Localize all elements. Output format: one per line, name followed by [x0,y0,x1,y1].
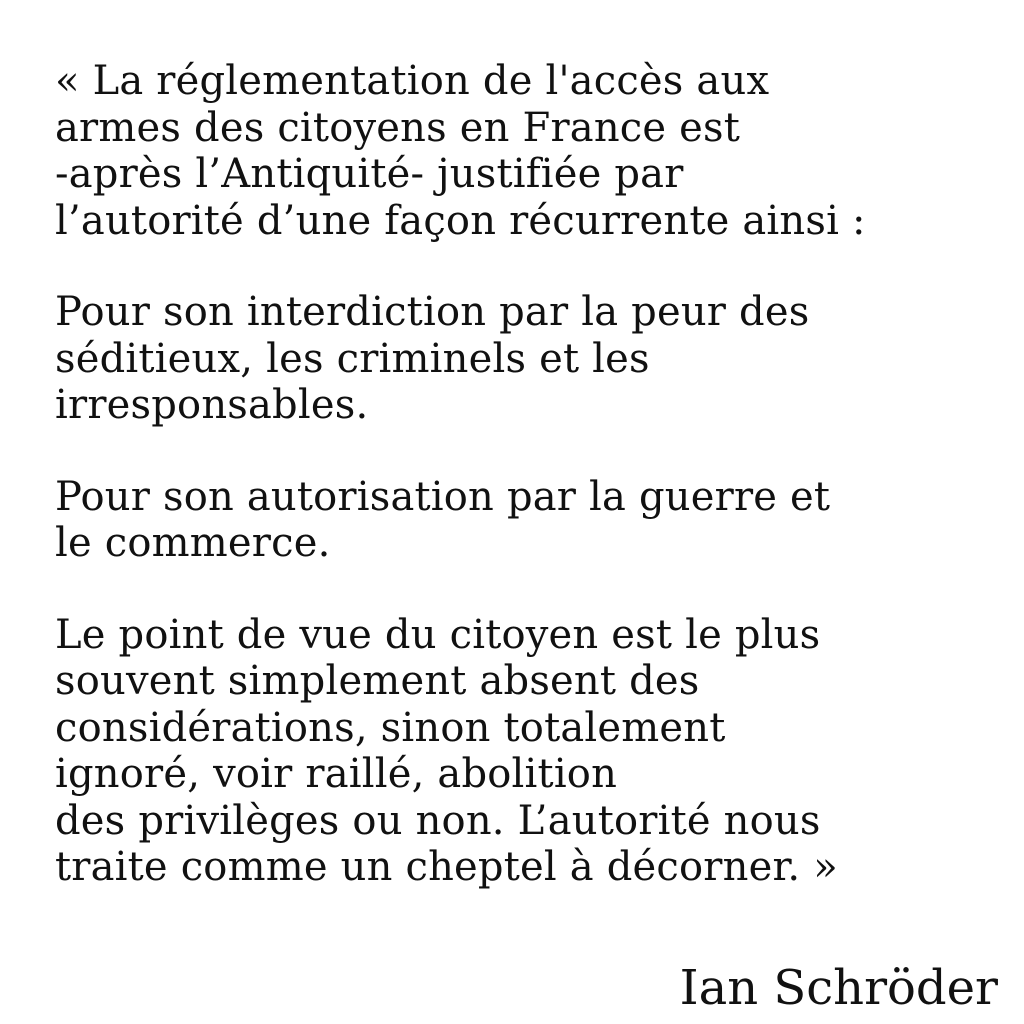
quote-line: « La réglementation de l'accès aux [55,58,770,104]
quote-line: l’autorité d’une façon récurrente ainsi : [55,197,866,244]
quote-line: Pour son interdiction par la peur des [55,289,810,335]
quote-line: irresponsables. [55,382,369,428]
quote-text [55,58,995,936]
quote-line: le commerce. [55,520,331,566]
quote-line: souvent simplement absent des [55,658,700,704]
quote-paragraph-3 [55,474,995,567]
quote-line: considérations, sinon totalement [55,704,726,751]
quote-line: des privilèges ou non. L’autorité nous [55,797,821,844]
quote-line: séditieux, les criminels et les [55,335,650,382]
quote-line: Pour son autorisation par la guerre et [55,473,831,520]
quote-line: armes des citoyens en France est [55,104,741,151]
quote-line: traite comme un cheptel à décorner. » [55,844,838,890]
quote-paragraph-4 [55,612,995,891]
quote-paragraph-1 [55,58,995,244]
author-signature: Ian Schröder [679,960,998,1016]
quote-paragraph-2 [55,289,995,429]
quote-line: ignoré, voir raillé, abolition [55,751,618,797]
quote-line: -après l’Antiquité- justifiée par [55,151,684,197]
quote-line: Le point de vue du citoyen est le plus [55,611,821,658]
